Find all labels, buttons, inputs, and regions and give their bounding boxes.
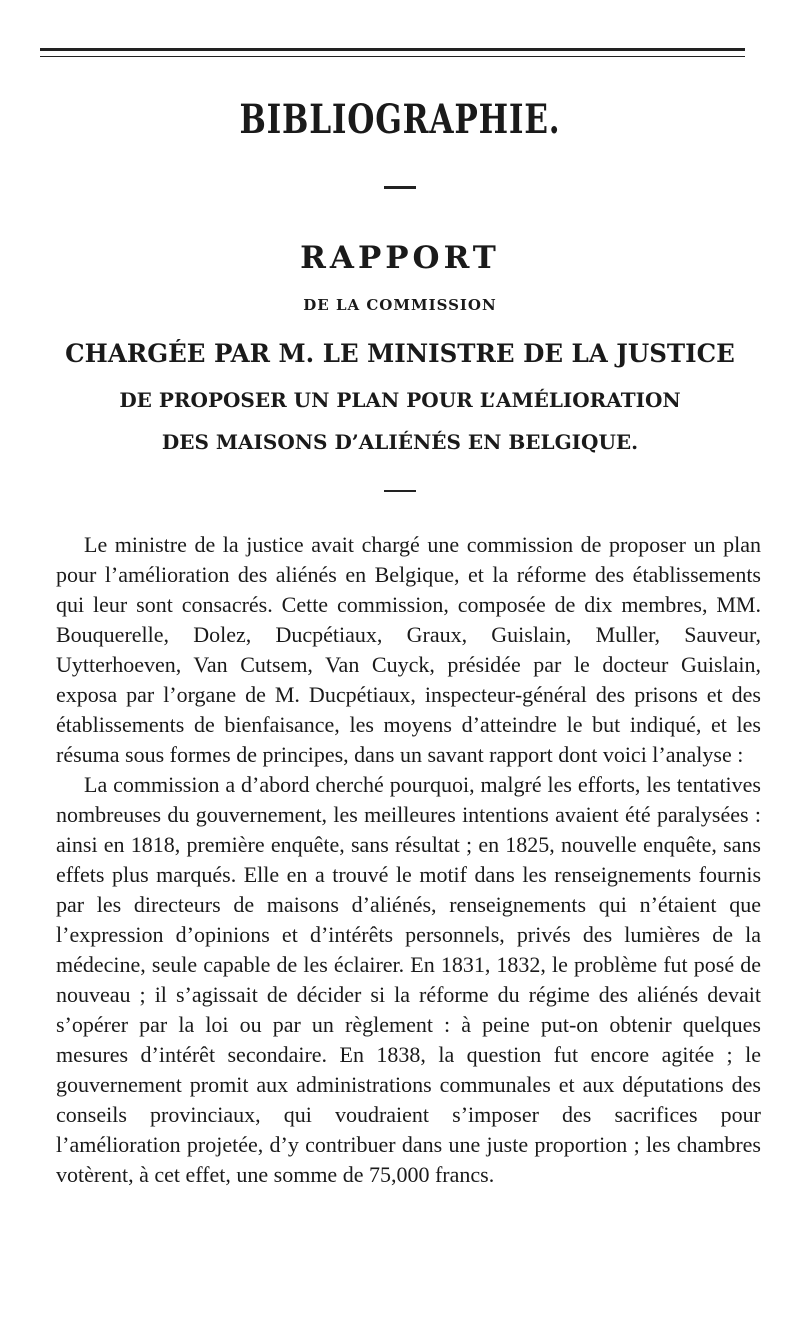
report-subtitle-line2: CHARGÉE PAR M. LE MINISTRE DE LA JUSTICE — [65, 339, 735, 368]
header-double-rule — [40, 48, 745, 57]
report-subtitle-line4: DES MAISONS D’ALIÉNÉS EN BELGIQUE. — [161, 430, 639, 454]
paragraph: La commission a d’abord cherché pourquoi, malgré les efforts, les tentatives nombreuses du gouvernement, les meilleures intentions avaient été paralysées : ainsi en 1818, première enquête, sans résultat ; en 1825, nouvelle enquête, sans effets plus marqués. Elle en a trouvé le motif dans les renseignements fournis par les directeurs de maisons d’aliénés, renseignements qui n’étaient que l’expression d’opinions et d’intérêts personnels, privés des lumières de la médecine, seule capable de les éclairer. En 1831, 1832, le problème fut posé de nouveau ; il s’agissait de décider si la réforme du régime des aliénés devait s’opérer par la loi ou par un règlement : à peine put-on obtenir quelques mesures d’intérêt secondaire. En 1838, la question fut encore agitée ; le gouvernement promit aux administrations communales et aux députations des conseils provinciaux, qui voudraient s’imposer des sacrifices pour l’amélioration projetée, d’y contribuer dans une juste proportion ; les chambres votèrent, à cet effet, une somme de 75,000 francs. — [56, 772, 761, 1187]
report-subtitle-line1: DE LA COMMISSION — [303, 296, 497, 314]
report-subtitle-line3: DE PROPOSER UN PLAN POUR L’AMÉLIORATION — [119, 388, 681, 412]
section-heading: BIBLIOGRAPHIE. — [239, 96, 561, 143]
report-title: RAPPORT — [300, 240, 500, 276]
short-divider — [384, 186, 416, 189]
short-divider-2 — [384, 490, 416, 492]
paragraph: Le ministre de la justice avait chargé une commission de proposer un plan pour l’amélioration des aliénés en Belgique, et la réforme des établissements qui leur sont consacrés. Cette commission, composée de dix membres, MM. Bouquerelle, Dolez, Ducpétiaux, Graux, Guislain, Muller, Sauveur, Uytterhoeven, Van Cutsem, Van Cuyck, présidée par le docteur Guislain, exposa par l’organe de M. Ducpétiaux, inspecteur-général des prisons et des établissements de bienfaisance, les moyens d’atteindre le but indiqué, et les résuma sous formes de principes, dans un savant rapport dont voici l’analyse : — [56, 532, 761, 767]
article-body — [56, 530, 761, 1190]
